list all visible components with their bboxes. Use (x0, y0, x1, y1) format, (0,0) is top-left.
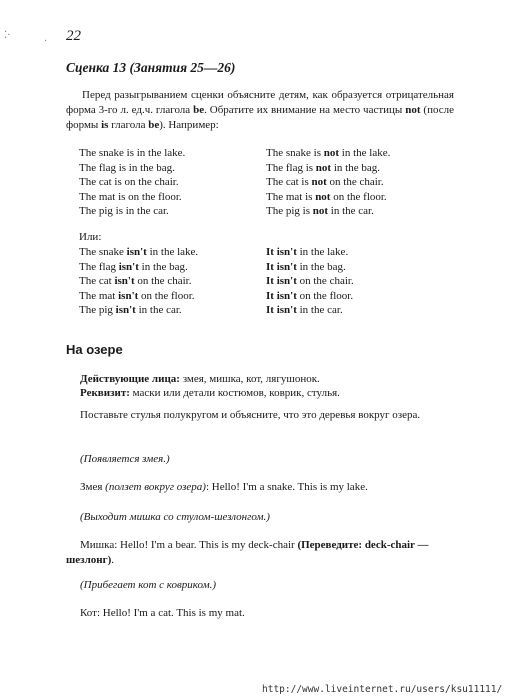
example-line: The mat is not on the floor. (266, 190, 387, 203)
example-line: The mat is on the floor. (79, 190, 182, 203)
scan-speck: · (44, 36, 48, 47)
dialogue-snake: Змея (ползет вокруг озера): Hello! I'm a snake. This is my lake. (80, 481, 368, 493)
example-line: The snake is not in the lake. (266, 147, 391, 159)
example-line: It isn't in the lake. (266, 246, 349, 258)
example-line: The flag is not in the bag. (266, 161, 380, 174)
stage-direction: (Выходит мишка со стулом-шезлонгом.) (80, 511, 270, 523)
example-line: The flag is in the bag. (79, 161, 175, 174)
example-line: It isn't on the floor. (266, 289, 354, 302)
example-line: It isn't on the chair. (266, 275, 354, 288)
cast-line: Действующие лица: змея, мишка, кот, лягушонок. (80, 373, 320, 385)
example-line: The cat is on the chair. (79, 176, 179, 189)
section-title: На озере (66, 342, 123, 357)
example-line: The cat isn't on the chair. (79, 275, 192, 288)
example-line: The snake isn't in the lake. (79, 246, 199, 258)
example-line: It isn't in the bag. (266, 260, 346, 273)
example-line: It isn't in the car. (266, 304, 343, 317)
examples-affirmative (79, 146, 185, 219)
example-line: The pig isn't in the car. (79, 304, 182, 317)
example-line: The mat isn't on the floor. (79, 289, 195, 302)
example-line: The cat is not on the chair. (266, 176, 384, 189)
examples-short-it-isnt (266, 245, 354, 318)
or-label: Или: (79, 231, 102, 243)
examples-negative (266, 146, 390, 219)
scene-heading: Сценка 13 (Занятия 25—26) (66, 60, 236, 75)
dialogue-bear: Мишка: Hello! I'm a bear. This is my deck-chair (Переведите: deck-chair — шезлонг). (66, 539, 429, 566)
footer-url: http://www.liveinternet.ru/users/ksu11111/ (262, 684, 503, 695)
props-line: Реквизит: маски или детали костюмов, коврик, стулья. (80, 387, 340, 399)
page-number: 22 (66, 28, 81, 44)
stage-direction: (Прибегает кот с ковриком.) (80, 579, 217, 591)
setup-paragraph: Поставьте стулья полукругом и объясните, что это деревья вокруг озера. (80, 409, 421, 421)
intro-paragraph: Перед разыгрыванием сценки объясните детям, как образуется отрицательная форма 3-го л. ед.ч. глагола be. Обратите их внимание на место частицы not (после формы is глагола be). Например: (66, 89, 455, 131)
example-line: The flag isn't in the bag. (79, 260, 188, 273)
example-line: The pig is not in the car. (266, 205, 374, 218)
scan-speck: ⁚· (4, 30, 11, 41)
example-line: The pig is in the car. (79, 205, 169, 218)
dialogue-cat: Кот: Hello! I'm a cat. This is my mat. (80, 607, 245, 619)
examples-short-isnt (79, 245, 198, 318)
example-line: The snake is in the lake. (79, 147, 186, 159)
stage-direction: (Появляется змея.) (80, 453, 170, 465)
